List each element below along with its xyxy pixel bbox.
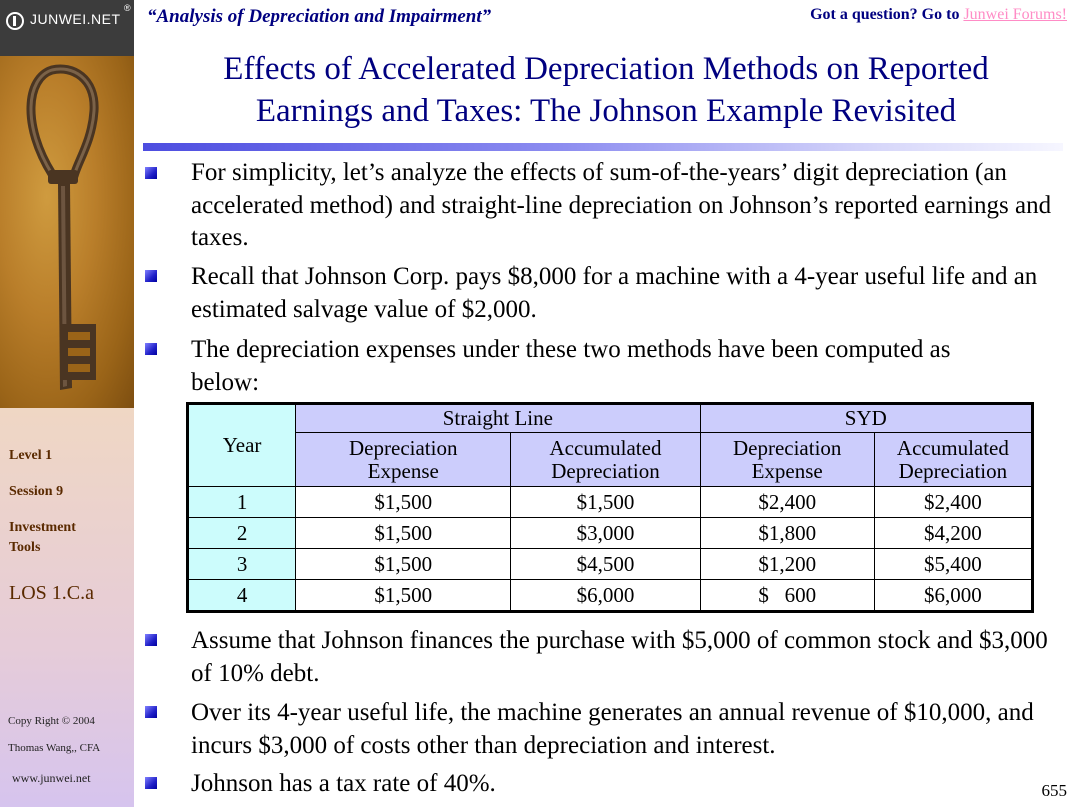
table-row bbox=[188, 580, 1033, 612]
syd-dep-expense-header bbox=[700, 433, 874, 487]
bullet-text: Recall that Johnson Corp. pays $8,000 for a machine with a 4-year useful life and an estimated salvage value of $2,000. bbox=[191, 263, 1038, 323]
junwei-logo[interactable] bbox=[0, 0, 134, 56]
header-line: Depreciation bbox=[898, 458, 1008, 483]
header-line: Depreciation bbox=[349, 435, 458, 460]
forum-link[interactable]: Junwei Forums! bbox=[963, 6, 1067, 23]
bullet-square-icon bbox=[145, 634, 157, 646]
page-number: 655 bbox=[1041, 781, 1067, 800]
syd-acc-cell: $4,200 bbox=[874, 518, 1032, 549]
bullet-text: The depreciation expenses under these two methods have been computed as below: bbox=[191, 336, 951, 396]
syd-acc-cell: $6,000 bbox=[874, 580, 1032, 612]
sidebar bbox=[0, 0, 134, 807]
bullet-text: Over its 4-year useful life, the machine generates an annual revenue of $10,000, and incurs $3,000 of costs other than depreciation and interest. bbox=[191, 699, 1034, 759]
sl-acc-cell: $4,500 bbox=[511, 549, 700, 580]
slide-title bbox=[150, 48, 1062, 132]
logo-icon bbox=[6, 12, 24, 30]
bullet-text: Johnson has a tax rate of 40%. bbox=[191, 770, 496, 797]
header-line: Accumulated bbox=[896, 435, 1009, 460]
syd-dep-cell: $ 600 bbox=[700, 580, 874, 612]
syd-acc-cell: $5,400 bbox=[874, 549, 1032, 580]
logo-text: JUNWEI.NET bbox=[30, 11, 121, 27]
header-line: Accumulated bbox=[549, 435, 662, 460]
sl-accumulated-header bbox=[511, 433, 700, 487]
syd-dep-cell: $1,800 bbox=[700, 518, 874, 549]
bullet-square-icon bbox=[145, 167, 157, 179]
course-title: “Analysis of Depreciation and Impairment” bbox=[147, 6, 492, 27]
syd-dep-cell: $1,200 bbox=[700, 549, 874, 580]
bullet-square-icon bbox=[145, 343, 157, 355]
copyright-notice: Copy Right © 2004 bbox=[8, 715, 95, 727]
sl-acc-cell: $6,000 bbox=[511, 580, 700, 612]
sl-dep-cell: $1,500 bbox=[296, 487, 511, 518]
header-line: Depreciation bbox=[732, 435, 842, 460]
syd-accumulated-header bbox=[874, 433, 1032, 487]
header-line: Depreciation bbox=[551, 458, 660, 483]
bullet-text: For simplicity, let’s analyze the effects of sum-of-the-years’ digit depreciation (an accelerated method) and straight-line depreciation on Johnson’s reported earnings and taxes. bbox=[191, 159, 1052, 251]
antique-key-image bbox=[0, 56, 134, 408]
title-divider bbox=[143, 143, 1063, 151]
registered-mark: ® bbox=[124, 3, 131, 13]
key-icon bbox=[0, 56, 134, 408]
sidebar-session: Session 9 bbox=[9, 484, 64, 499]
website-link[interactable]: www.junwei.net bbox=[12, 771, 91, 785]
bullet-square-icon bbox=[145, 706, 157, 718]
header-line: Expense bbox=[751, 458, 823, 483]
sl-dep-cell: $1,500 bbox=[296, 549, 511, 580]
slide-title-line2: Earnings and Taxes: The Johnson Example Revisited bbox=[255, 93, 957, 129]
year-cell: 1 bbox=[188, 487, 296, 518]
bullet-text: Assume that Johnson finances the purchase with $5,000 of common stock and $3,000 of 10% debt. bbox=[191, 627, 1048, 687]
slide-title-line1: Effects of Accelerated Depreciation Methods on Reported bbox=[223, 51, 989, 87]
bullet-square-icon bbox=[145, 777, 157, 789]
year-cell: 4 bbox=[188, 580, 296, 612]
sidebar-level: Level 1 bbox=[9, 448, 53, 463]
year-header: Year bbox=[188, 404, 296, 487]
depreciation-table bbox=[186, 402, 1034, 613]
syd-acc-cell: $2,400 bbox=[874, 487, 1032, 518]
syd-header: SYD bbox=[700, 404, 1032, 433]
help-prompt-text: Got a question? Go to bbox=[810, 6, 964, 23]
straight-line-header: Straight Line bbox=[296, 404, 700, 433]
bullet-square-icon bbox=[145, 270, 157, 282]
sl-dep-cell: $1,500 bbox=[296, 580, 511, 612]
sl-acc-cell: $3,000 bbox=[511, 518, 700, 549]
sidebar-los: LOS 1.C.a bbox=[9, 582, 94, 604]
year-cell: 2 bbox=[188, 518, 296, 549]
year-cell: 3 bbox=[188, 549, 296, 580]
syd-dep-cell: $2,400 bbox=[700, 487, 874, 518]
table-row bbox=[188, 487, 1033, 518]
sl-dep-cell: $1,500 bbox=[296, 518, 511, 549]
author-credit: Thomas Wang,, CFA bbox=[8, 742, 101, 754]
sl-dep-expense-header bbox=[296, 433, 511, 487]
table-row bbox=[188, 549, 1033, 580]
sidebar-topic: Investment Tools bbox=[9, 520, 76, 556]
table-row bbox=[188, 518, 1033, 549]
header-line: Expense bbox=[367, 458, 439, 483]
help-prompt bbox=[810, 6, 1067, 24]
sl-acc-cell: $1,500 bbox=[511, 487, 700, 518]
